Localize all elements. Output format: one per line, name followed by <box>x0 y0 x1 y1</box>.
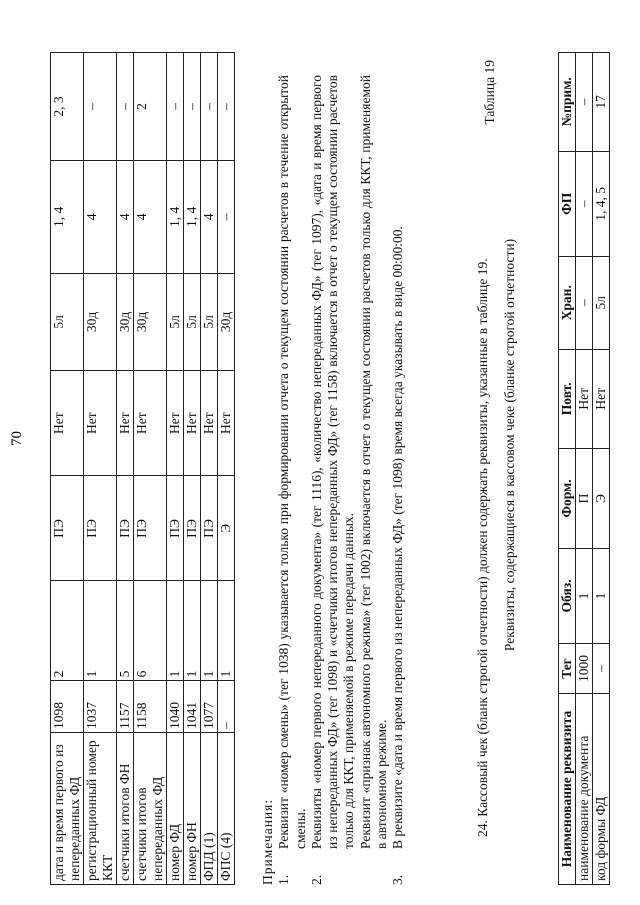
table-cell: – <box>218 681 235 733</box>
table-row <box>51 53 84 885</box>
table-cell: 1041 <box>184 681 201 733</box>
table-cell: Э <box>218 476 235 581</box>
table-cell: Нет <box>201 371 218 476</box>
table-cell: – <box>184 53 201 161</box>
table-cell: 4 <box>134 160 167 273</box>
table-cell: 1, 4 <box>184 160 201 273</box>
table-row <box>576 53 593 885</box>
column-header: Обяз. <box>559 549 576 644</box>
table-cell: – <box>218 53 235 161</box>
table-cell: Нет <box>51 371 84 476</box>
table-cell: – <box>218 160 235 273</box>
table-cell: – <box>167 53 184 161</box>
table-cell: регистрационный номер ККТ <box>84 733 117 885</box>
column-header: Хран. <box>559 256 576 349</box>
table-top <box>50 52 235 885</box>
column-header: Форм. <box>559 448 576 548</box>
table-caption: Таблица 19 <box>482 60 497 125</box>
table-cell: 30д <box>117 273 134 370</box>
table-cell: 17 <box>593 53 610 152</box>
table-cell: 30д <box>84 273 117 370</box>
table-cell: 30д <box>218 273 235 370</box>
table-title <box>502 145 518 745</box>
table-cell: 1 <box>218 581 235 681</box>
table-row <box>184 53 201 885</box>
note-number: 2. <box>308 874 324 885</box>
table-cell: Нет <box>167 371 184 476</box>
table-cell: Нет <box>134 371 167 476</box>
table-cell: 1000 <box>576 644 593 694</box>
table-cell: – <box>117 53 134 161</box>
table-cell: ПЭ <box>201 476 218 581</box>
table-cell: 4 <box>84 160 117 273</box>
table-cell: 1 <box>593 549 610 644</box>
table-row <box>593 53 610 885</box>
table-cell: счетчики итогов ФН <box>117 733 134 885</box>
table-row <box>201 53 218 885</box>
table-cell: – <box>84 53 117 161</box>
note-text: В реквизите «дата и время первого из непереданных ФД» (тег 1098) время всегда указывать в виде 00:00:00. <box>390 226 406 849</box>
table-cell: 5л <box>201 273 218 370</box>
table-cell: 2, 3 <box>51 53 84 161</box>
table-cell: счетчики итогов непереданных ФД <box>134 733 167 885</box>
page-number: 70 <box>9 431 25 446</box>
table-cell: ПЭ <box>51 476 84 581</box>
table-cell: Нет <box>218 371 235 476</box>
note-text: Реквизит «номер смены» (тег 1038) указывается только при формировании отчета о текущем состоянии расчетов в течение открытой смены. <box>276 75 308 849</box>
notes-block <box>260 75 407 885</box>
table-cell: П <box>576 448 593 548</box>
table-cell: ПЭ <box>117 476 134 581</box>
table-cell: ПЭ <box>167 476 184 581</box>
table-cell: дата и время первого из непереданных ФД <box>51 733 84 885</box>
table-cell: код формы ФД <box>593 693 610 884</box>
table-cell: 1 <box>84 581 117 681</box>
note-item <box>276 75 309 885</box>
table-row <box>218 53 235 885</box>
table-cell: – <box>576 151 593 256</box>
rotated-page-content <box>50 50 635 895</box>
table-cell: Э <box>593 448 610 548</box>
table-cell: 1 <box>184 581 201 681</box>
table-cell: Нет <box>184 371 201 476</box>
table-cell: 1, 4 <box>167 160 184 273</box>
note-number <box>358 849 391 885</box>
note-text: Реквизит «признак автономного режима» (тег 1002) включается в отчет о текущем состоянии расчетов только для ККТ, применяемой в автономном режиме. <box>357 75 390 849</box>
column-header: Наименование реквизита <box>559 693 576 884</box>
table-title-line: Реквизиты, содержащиеся в кассовом чеке (бланке строгой отчетности) <box>502 238 517 652</box>
note-text: Реквизиты «номер первого непереданного документа» (тег 1116), «количество непереданных ФД» (тег 1097), «дата и время первого из непереданных ФД» (тег 1098) и «счетчики итогов непереданных ФД» (тег 1158) включается в отчет о текущем состоянии расчетов только для ККТ, применяемой в режиме передачи данных. <box>308 75 357 849</box>
table-cell: – <box>593 644 610 694</box>
table-cell: 1040 <box>167 681 184 733</box>
table-cell: ФПС (4) <box>218 733 235 885</box>
table-cell: Нет <box>84 371 117 476</box>
table-cell: Нет <box>576 349 593 448</box>
note-item <box>309 75 358 885</box>
note-item <box>390 75 406 885</box>
note-item <box>358 75 391 885</box>
table-cell: 1, 4 <box>51 160 84 273</box>
column-header: Тег <box>559 644 576 694</box>
column-header: №прим. <box>559 53 576 152</box>
table-19 <box>558 52 610 885</box>
table-row <box>84 53 117 885</box>
section-paragraph: 24. Кассовый чек (бланк строгой отчетности) должен содержать реквизиты, указанные в таблице 19. <box>475 258 490 837</box>
table-cell: 1098 <box>51 681 84 733</box>
table-cell: 1158 <box>134 681 167 733</box>
note-number: 3. <box>390 874 406 885</box>
column-header: Повт. <box>559 349 576 448</box>
table-cell: – <box>576 256 593 349</box>
table-cell: 5л <box>167 273 184 370</box>
table-cell: 4 <box>117 160 134 273</box>
table-cell: 1 <box>167 581 184 681</box>
table-cell: ПЭ <box>84 476 117 581</box>
table-cell: 2 <box>51 581 84 681</box>
table-cell: 1 <box>201 581 218 681</box>
note-number: 1. <box>276 874 292 885</box>
table-cell: – <box>201 53 218 161</box>
table-cell: – <box>576 53 593 152</box>
table-cell: 6 <box>134 581 167 681</box>
table-cell: 5 <box>117 581 134 681</box>
table-header-row <box>559 53 576 885</box>
table-cell: 4 <box>201 160 218 273</box>
table-cell: номер ФН <box>184 733 201 885</box>
column-header: ФП <box>559 151 576 256</box>
notes-heading: Примечания: <box>260 798 275 885</box>
table-cell: 1077 <box>201 681 218 733</box>
table-cell: 5л <box>51 273 84 370</box>
table-cell: наименование документа <box>576 693 593 884</box>
table-cell: ПЭ <box>134 476 167 581</box>
table-cell: 5л <box>184 273 201 370</box>
table-row <box>167 53 184 885</box>
table-cell: 1157 <box>117 681 134 733</box>
table-cell: ФПД (1) <box>201 733 218 885</box>
table-cell: Нет <box>593 349 610 448</box>
table-row <box>117 53 134 885</box>
table-row <box>134 53 167 885</box>
table-cell: 5л <box>593 256 610 349</box>
table-cell: номер ФД <box>167 733 184 885</box>
table-cell: 1 <box>576 549 593 644</box>
table-cell: 2 <box>134 53 167 161</box>
table-cell: 1037 <box>84 681 117 733</box>
table-cell: Нет <box>117 371 134 476</box>
table-cell: 30д <box>134 273 167 370</box>
table-cell: 1, 4, 5 <box>593 151 610 256</box>
table-cell: ПЭ <box>184 476 201 581</box>
